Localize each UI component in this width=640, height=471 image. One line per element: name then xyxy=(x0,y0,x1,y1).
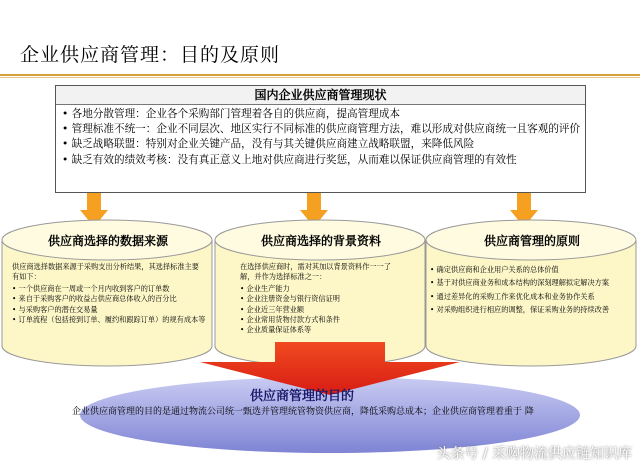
list-item: • 基于对供应商业务和成本结构的深刻理解拟定解决方案 xyxy=(430,278,635,288)
watermark: 头条号 / 采购物流供应链知识库 xyxy=(436,446,632,462)
list-item: • 对采购组织进行相应的调整，保证采购业务的持续改善 xyxy=(430,305,635,315)
cylinder-middle-intro: 在选择供应商时，需对其加以背景资料作一一了解，并作为选择标准之一： xyxy=(240,262,391,282)
status-item: • 缺乏有效的绩效考核：没有真正意义上地对供应商进行奖惩，从而难以保证供应商管理的有效性 xyxy=(62,153,581,168)
cylinder-middle-title: 供应商选择的背景资料 xyxy=(260,234,381,248)
list-item: • 企业近三年营业额 xyxy=(240,305,405,315)
list-item: • 企业质量保证体系等 xyxy=(240,325,405,335)
list-item: • 企业常用货物付款方式和条件 xyxy=(240,315,405,325)
cylinder-right-title: 供应商管理的原则 xyxy=(483,234,580,248)
list-item: • 一个供应商在一周或一个月内收到客户的订单数 xyxy=(12,284,206,294)
purpose-title: 供应商管理的目的 xyxy=(250,389,355,404)
list-item: • 企业生产能力 xyxy=(240,284,405,294)
list-item: • 与采购客户的潜在交易量 xyxy=(12,305,206,315)
list-item: • 确定供应商和企业用户关系的总体价值 xyxy=(430,265,635,275)
page-title: 企业供应商管理：目的及原则 xyxy=(20,44,281,66)
status-heading: 国内企业供应商管理现状 xyxy=(56,86,585,105)
list-item: • 来自于采购客户的收益占供应商总体收入的百分比 xyxy=(12,294,206,304)
list-item: • 企业注册资金与银行资信证明 xyxy=(240,294,405,304)
list-item: • 通过差异化的采购工作来优化成本和业务协作关系 xyxy=(430,292,635,302)
cylinder-left-title: 供应商选择的数据来源 xyxy=(47,234,168,248)
status-item: • 管理标准不统一：企业不同层次、地区实行不同标准的供应商管理方法，难以形成对供应商统一且客观的评价 xyxy=(62,122,581,137)
cylinder-left-intro: 供应商选择数据来源于采购支出分析结果，其选择标准主要有如下： xyxy=(12,262,199,282)
status-item: • 缺乏战略联盟：特别对企业关键产品，没有与其关键供应商建立战略联盟，来降低风险 xyxy=(62,137,581,152)
status-item: • 各地分散管理：企业各个采购部门管理着各自的供应商，提高管理成本 xyxy=(62,107,581,122)
list-item: • 订单流程（包括接到订单、履约和跟踪订单）的规有成本等 xyxy=(12,315,206,325)
purpose-text: 企业供应商管理的目的是通过物流公司统一甄选并管理统管物资供应商，降低采购总成本；企业供应商管理着重于 降 xyxy=(72,407,534,417)
